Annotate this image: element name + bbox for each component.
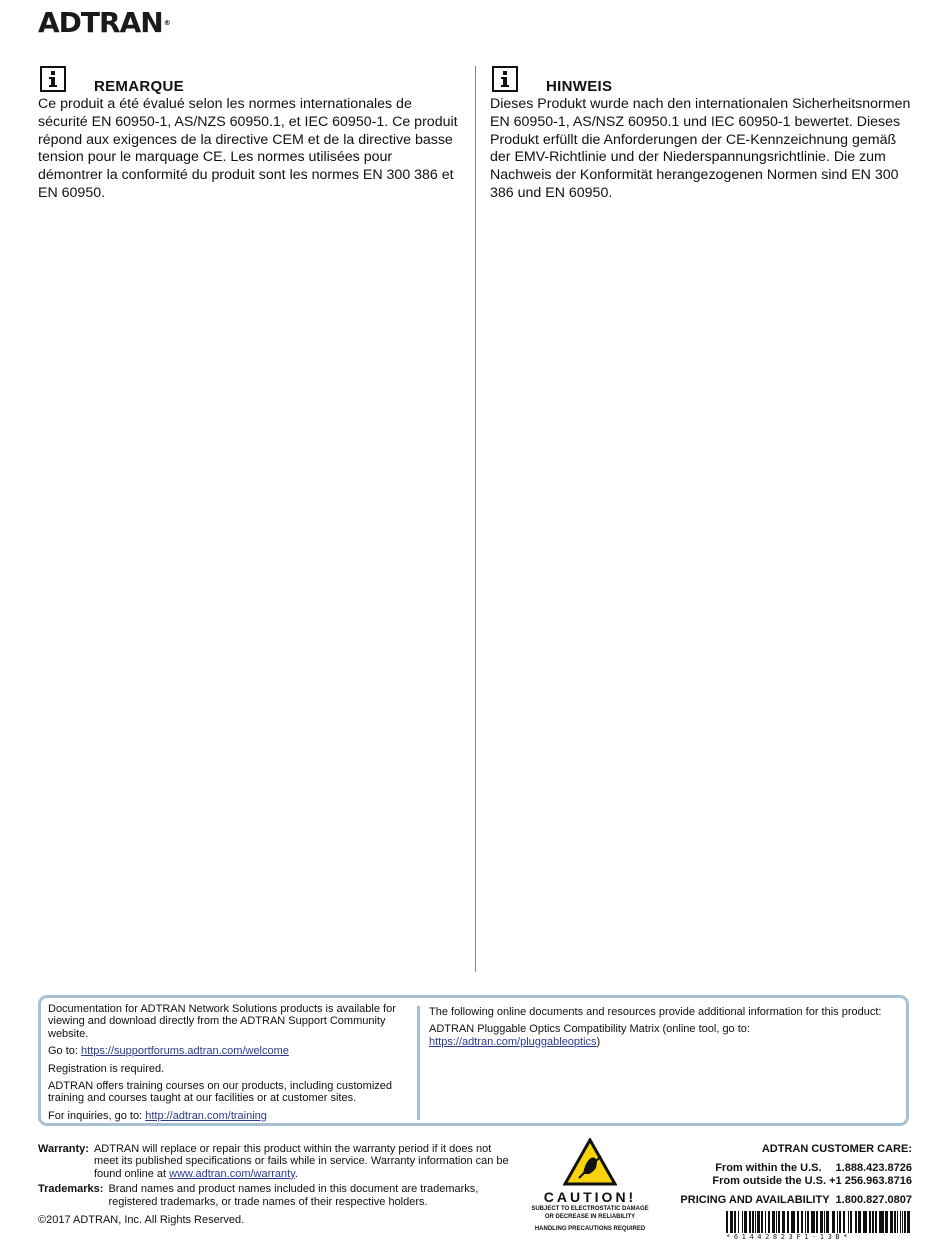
barcode-bar: [755, 1211, 756, 1233]
barcode-bar: [765, 1211, 766, 1233]
barcode-bar: [897, 1211, 898, 1233]
barcode-bar: [875, 1211, 877, 1233]
barcode-bar: [730, 1211, 731, 1233]
resources-left: [48, 1003, 412, 1127]
barcode-bar: [869, 1211, 871, 1233]
barcode-bar: [824, 1211, 825, 1233]
matrix-line: [429, 1023, 901, 1048]
trademarks-row: [38, 1183, 518, 1208]
barcode: [726, 1211, 912, 1233]
registration-text: Registration is required.: [48, 1062, 165, 1075]
inquiries-line: [48, 1110, 412, 1122]
barcode-bar: [855, 1211, 857, 1233]
care-outside-row: [680, 1175, 912, 1189]
barcode-bar: [848, 1211, 849, 1233]
barcode-bar: [904, 1211, 906, 1233]
adtran-logo: [38, 8, 170, 38]
barcode-bar: [782, 1211, 785, 1233]
barcode-bar: [769, 1211, 770, 1233]
inquiries-label: For inquiries, go to:: [48, 1109, 146, 1122]
hinweis-note: [490, 66, 912, 203]
footer-legal: [38, 1143, 518, 1226]
caution-title: CAUTION!: [543, 1189, 637, 1205]
barcode-bar: [776, 1211, 777, 1233]
barcode-bar: [805, 1211, 806, 1233]
barcode-bar: [864, 1211, 867, 1233]
matrix-text: ADTRAN Pluggable Optics Compatibility Matrix (online tool, go to:: [429, 1023, 750, 1036]
pricing-label: PRICING AND AVAILABILITY: [680, 1193, 830, 1206]
barcode-bar: [772, 1211, 775, 1233]
barcode-bar: [843, 1211, 845, 1233]
barcode-bar: [791, 1211, 792, 1233]
hinweis-body: Dieses Produkt wurde nach den internationalen Sicherheitsnormen EN 60950-1, AS/NSZ 60950.1 und IEC 60950-1 bewertet. Dieses Produkt erfüllt die Anforderungen der CE-Kennzeichnung gemäß der EMV-Richtlinie und der Niederspannungsrichtlinie. Die zum Nachweis der Konformität herangezogenen Normen sind EN 300 386 und EN 60950.: [490, 96, 911, 201]
barcode-bar: [807, 1211, 809, 1233]
barcode-bar: [850, 1211, 852, 1233]
pricing-number: 1.800.827.0807: [835, 1193, 912, 1206]
barcode-bar: [907, 1211, 910, 1233]
pluggable-optics-link[interactable]: https://adtran.com/pluggableoptics: [429, 1035, 597, 1048]
barcode-bar: [768, 1211, 769, 1233]
barcode-bar: [757, 1211, 758, 1233]
outside-label: From outside the U.S.: [712, 1175, 827, 1187]
barcode-bar: [734, 1211, 736, 1233]
barcode-bar: [742, 1211, 743, 1233]
documentation-text: Documentation for ADTRAN Network Solutions products is available for viewing and download directly from the ADTRAN Support Community website.: [48, 1003, 396, 1040]
caution-line-2: OR DECREASE IN RELIABILITY: [544, 1214, 636, 1220]
barcode-bar: [758, 1211, 760, 1233]
registered-mark: ®: [163, 19, 170, 27]
barcode-bar: [752, 1211, 754, 1233]
barcode-bar: [890, 1211, 893, 1233]
warranty-end: .: [294, 1167, 298, 1180]
info-icon: [492, 66, 518, 92]
barcode-bar: [881, 1211, 884, 1233]
caution-line-1: SUBJECT TO ELECTROSTATIC DAMAGE: [531, 1206, 649, 1212]
within-label: From within the U.S.: [715, 1161, 822, 1174]
info-icon: [40, 66, 66, 92]
outside-number: +1 256.963.8716: [829, 1175, 912, 1187]
barcode-bar: [816, 1211, 817, 1233]
barcode-bar: [797, 1211, 799, 1233]
remarque-title: REMARQUE: [94, 78, 184, 95]
care-heading: ADTRAN CUSTOMER CARE:: [761, 1143, 912, 1155]
barcode-bar: [820, 1211, 821, 1233]
barcode-bar: [879, 1211, 881, 1233]
warranty-row: [38, 1143, 518, 1180]
barcode-bar: [744, 1211, 747, 1233]
barcode-bar: [837, 1211, 838, 1233]
barcode-bar: [738, 1211, 739, 1233]
barcode-bar: [872, 1211, 874, 1233]
caution-line-3: HANDLING PRECAUTIONS REQUIRED: [534, 1226, 646, 1232]
customer-care: [680, 1143, 912, 1207]
barcode-bar: [792, 1211, 795, 1233]
barcode-bar: [839, 1211, 841, 1233]
matrix-close: ): [596, 1035, 601, 1048]
barcode-bar: [900, 1211, 901, 1233]
remarque-body: Ce produit a été évalué selon les normes internationales de sécurité EN 60950-1, AS/NZS 60950.1, et IEC 60950-1. Ce produit répond aux exigences de la directive CEM et de la directive basse tension pour le marquage CE. Les normes utilisées pour démontrer la conformité du produit sont les normes EN 300 386 et EN 60950.: [38, 96, 458, 201]
barcode-text: *61442823F1-13B*: [726, 1233, 852, 1241]
trademarks-text: Brand names and product names included in this document are trademarks, registered trademarks, or trade names of their respective holders.: [108, 1183, 479, 1208]
logo-text: ADTRAN: [38, 6, 163, 39]
barcode-bar: [812, 1211, 815, 1233]
resources-right: [429, 1006, 901, 1053]
warranty-label: Warranty:: [38, 1143, 89, 1155]
barcode-bar: [858, 1211, 861, 1233]
goto-label: Go to:: [48, 1045, 82, 1058]
resources-intro: The following online documents and resources provide additional information for this product:: [429, 1006, 882, 1018]
caution-label: [530, 1138, 650, 1233]
resources-box: [38, 995, 909, 1126]
within-number: 1.888.423.8726: [835, 1161, 912, 1174]
copyright: ©2017 ADTRAN, Inc. All Rights Reserved.: [38, 1214, 245, 1227]
barcode-bar: [817, 1211, 818, 1233]
remarque-header: [38, 66, 460, 96]
esd-warning-icon: [563, 1138, 617, 1186]
care-within-row: [680, 1162, 912, 1176]
barcode-bar: [832, 1211, 835, 1233]
pricing-row: [680, 1194, 912, 1208]
goto-line: [48, 1045, 412, 1057]
barcode-bar: [863, 1211, 864, 1233]
barcode-bar: [811, 1211, 812, 1233]
barcode-bar: [826, 1211, 829, 1233]
hinweis-header: [490, 66, 912, 96]
hinweis-title: HINWEIS: [546, 78, 613, 95]
barcode-bar: [778, 1211, 780, 1233]
warranty-link[interactable]: www.adtran.com/warranty: [169, 1167, 295, 1180]
trademarks-label: Trademarks:: [38, 1183, 104, 1196]
remarque-note: [38, 66, 460, 203]
warranty-body: ADTRAN will replace or repair this product within the warranty period if it does not meet its published specifications or fails while in service. Warranty information can be found online at: [93, 1143, 509, 1180]
barcode-bar: [894, 1211, 895, 1233]
support-forums-link[interactable]: https://supportforums.adtran.com/welcome: [81, 1045, 289, 1058]
barcode-bar: [902, 1211, 903, 1233]
training-text: ADTRAN offers training courses on our products, including customized training and courses taught at our facilities or at customer sites.: [48, 1080, 393, 1105]
barcode-bar: [761, 1211, 763, 1233]
barcode-bar: [731, 1211, 733, 1233]
training-link[interactable]: http://adtran.com/training: [145, 1109, 267, 1122]
warranty-text: [94, 1143, 518, 1180]
barcode-bar: [821, 1211, 823, 1233]
barcode-bar: [885, 1211, 888, 1233]
barcode-bar: [787, 1211, 789, 1233]
barcode-bar: [895, 1211, 896, 1233]
resources-separator: [417, 1006, 420, 1120]
column-divider: [475, 66, 476, 972]
barcode-bar: [726, 1211, 728, 1233]
barcode-bar: [801, 1211, 803, 1233]
barcode-bar: [749, 1211, 751, 1233]
